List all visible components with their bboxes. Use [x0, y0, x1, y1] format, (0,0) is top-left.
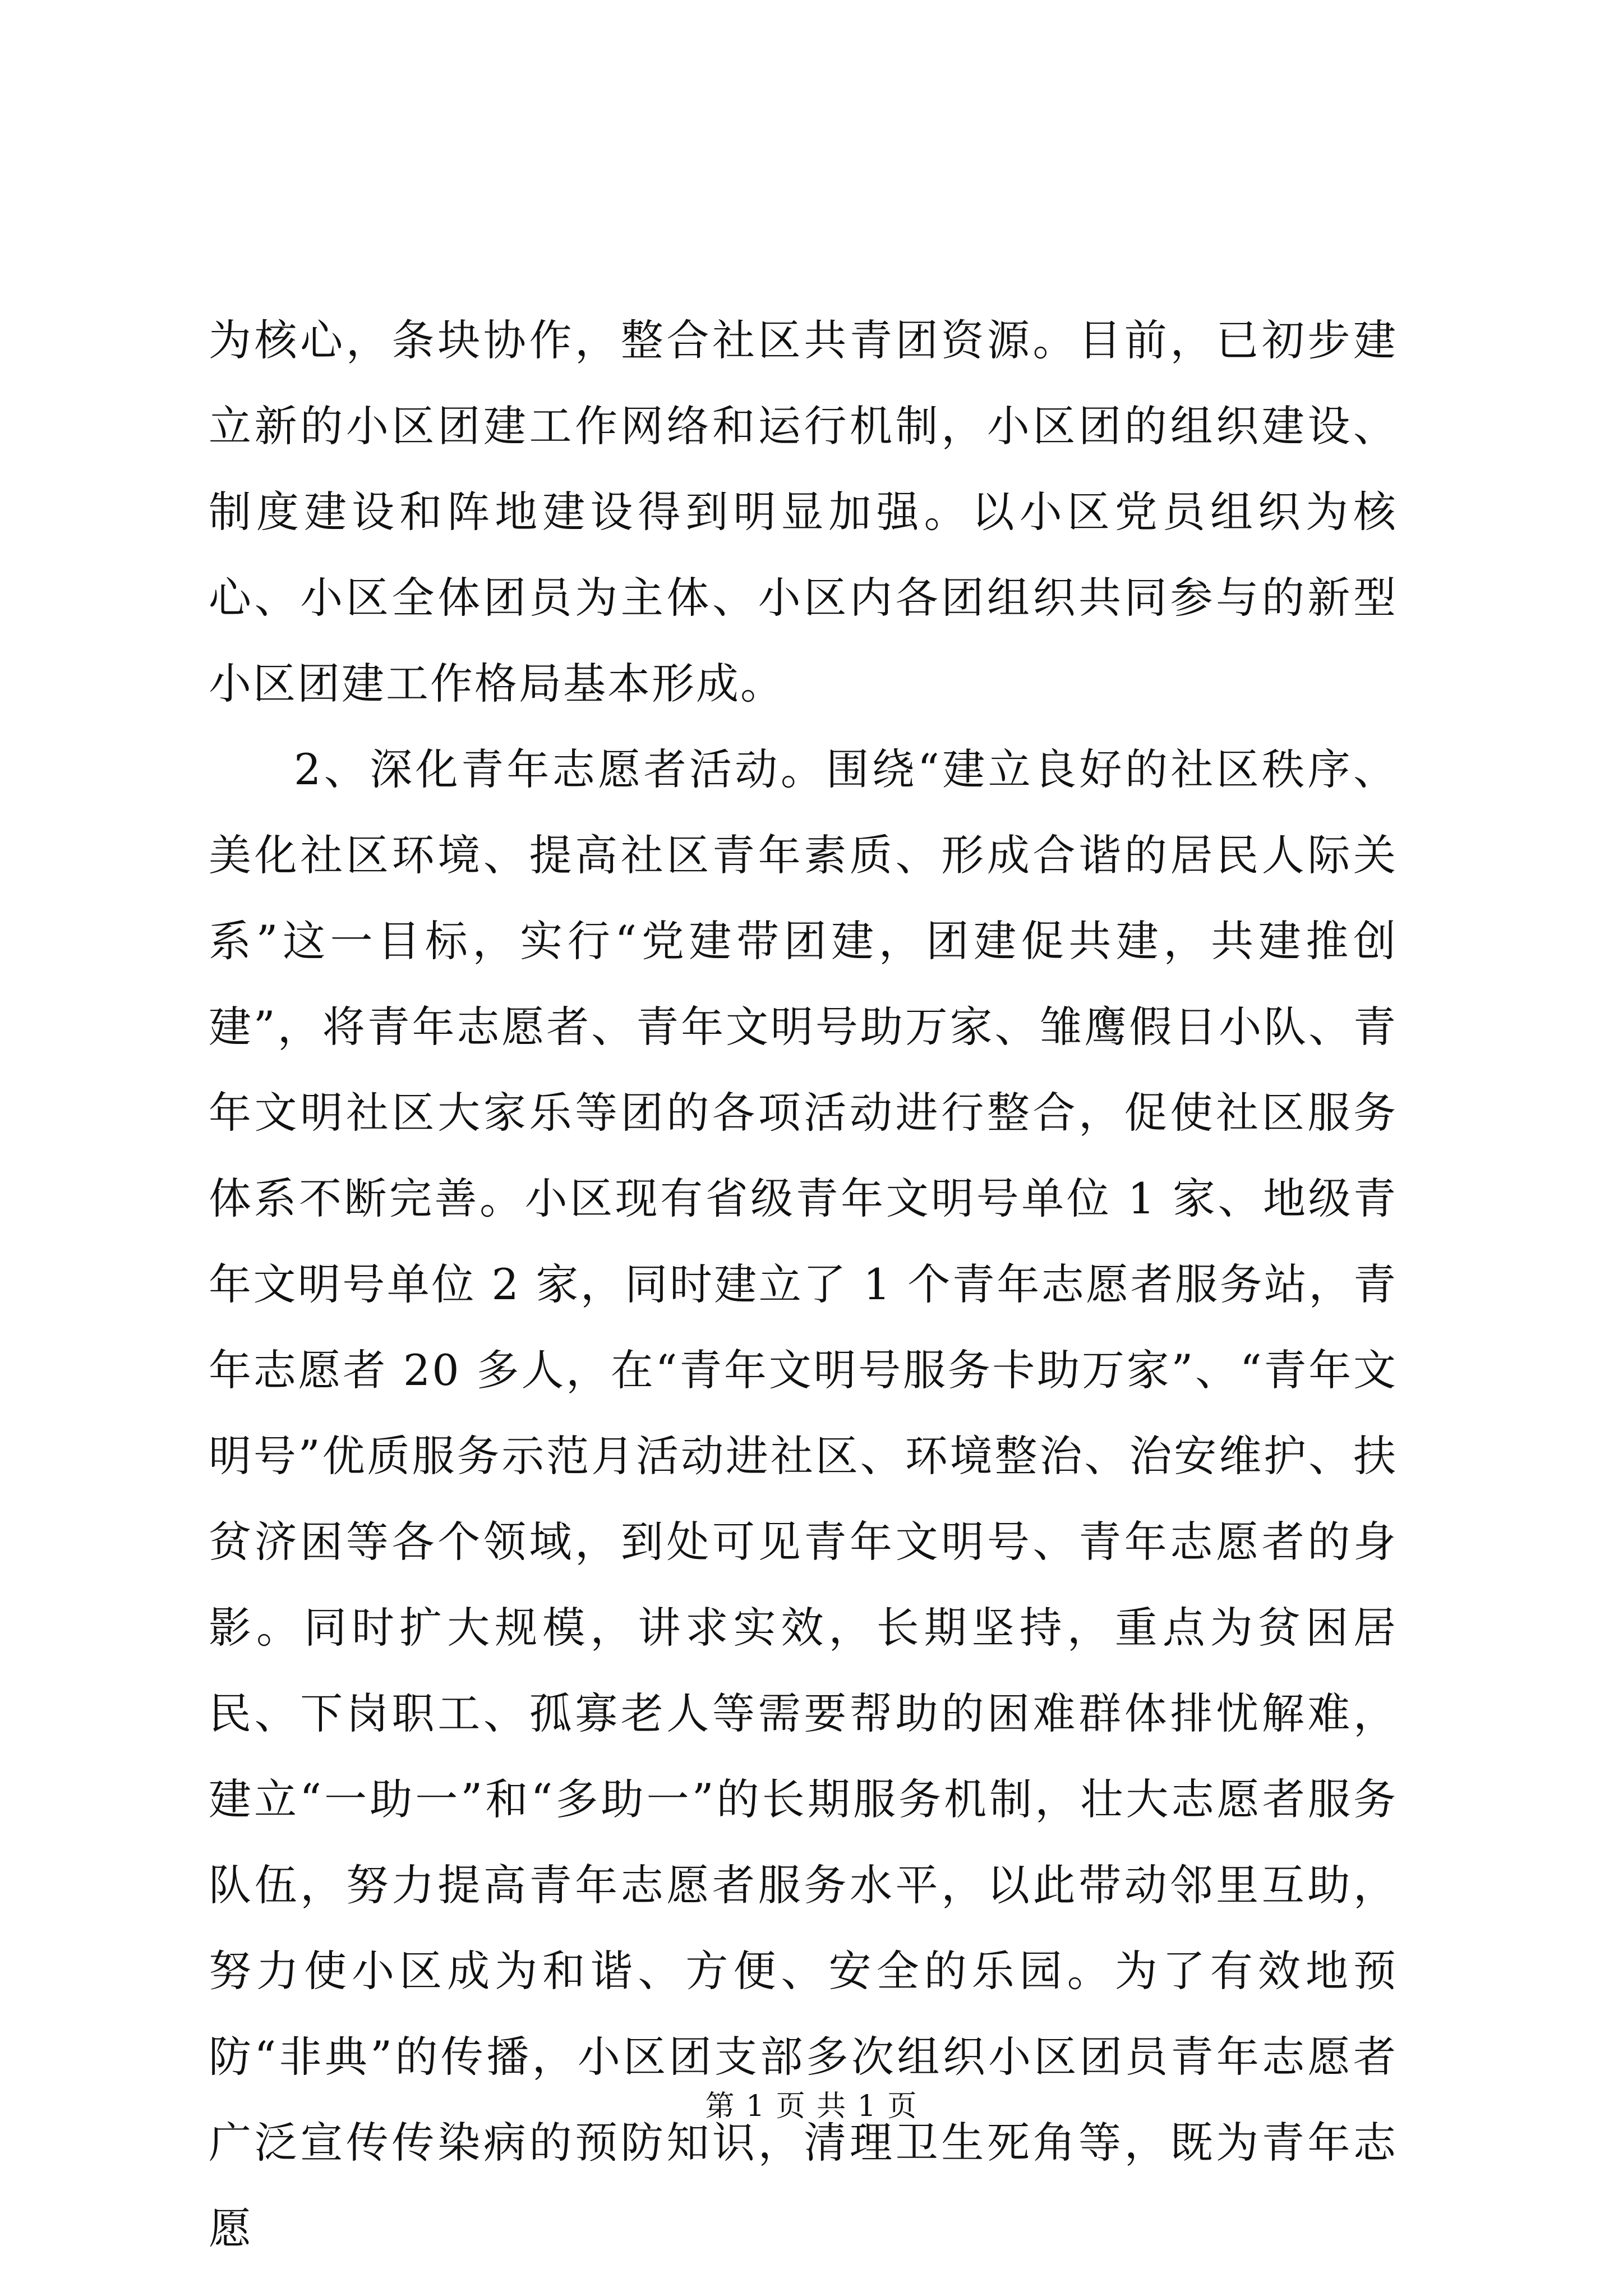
page-footer: 第 1 页 共 1 页 — [705, 2090, 918, 2123]
paragraph-2: 2、深化青年志愿者活动。围绕“建立良好的社区秩序、美化社区环境、提高社区青年素质、形成合谐的居民人际关系”这一目标，实行“党建带团建，团建促共建，共建推创建”，将青年志愿者、青年文明号助万家、雏鹰假日小队、青年文明社区大家乐等团的各项活动进行整合，促使社区服务体系不断完善。小区现有省级青年文明号单位 1 家、地级青年文明号单位 2 家，同时建立了 1 个青年志愿者服务站，青年志愿者 20 多人，在“青年文明号服务卡助万家”、“青年文明号”优质服务示范月活动进社区、环境整治、治安维护、扶贫济困等各个领域，到处可见青年文明号、青年志愿者的身影。同时扩大规模，讲求实效，长期坚持，重点为贫困居民、下岗职工、孤寡老人等需要帮助的困难群体排忧解难，建立“一助一”和“多助一”的长期服务机制，壮大志愿者服务队伍，努力提高青年志愿者服务水平，以此带动邻里互助，努力使小区成为和谐、方便、安全的乐园。为了有效地预防“非典”的传播，小区团支部多次组织小区团员青年志愿者广泛宣传传染病的预防知识，清理卫生死角等，既为青年志愿 — [209, 744, 1398, 2253]
paragraph-1: 为核心，条块协作，整合社区共青团资源。目前，已初步建立新的小区团建工作网络和运行机制，小区团的组织建设、制度建设和阵地建设得到明显加强。以小区党员组织为核心、小区全体团员为主体、小区内各团组织共同参与的新型小区团建工作格局基本形成。 — [209, 315, 1398, 708]
document-body — [209, 297, 1398, 2271]
